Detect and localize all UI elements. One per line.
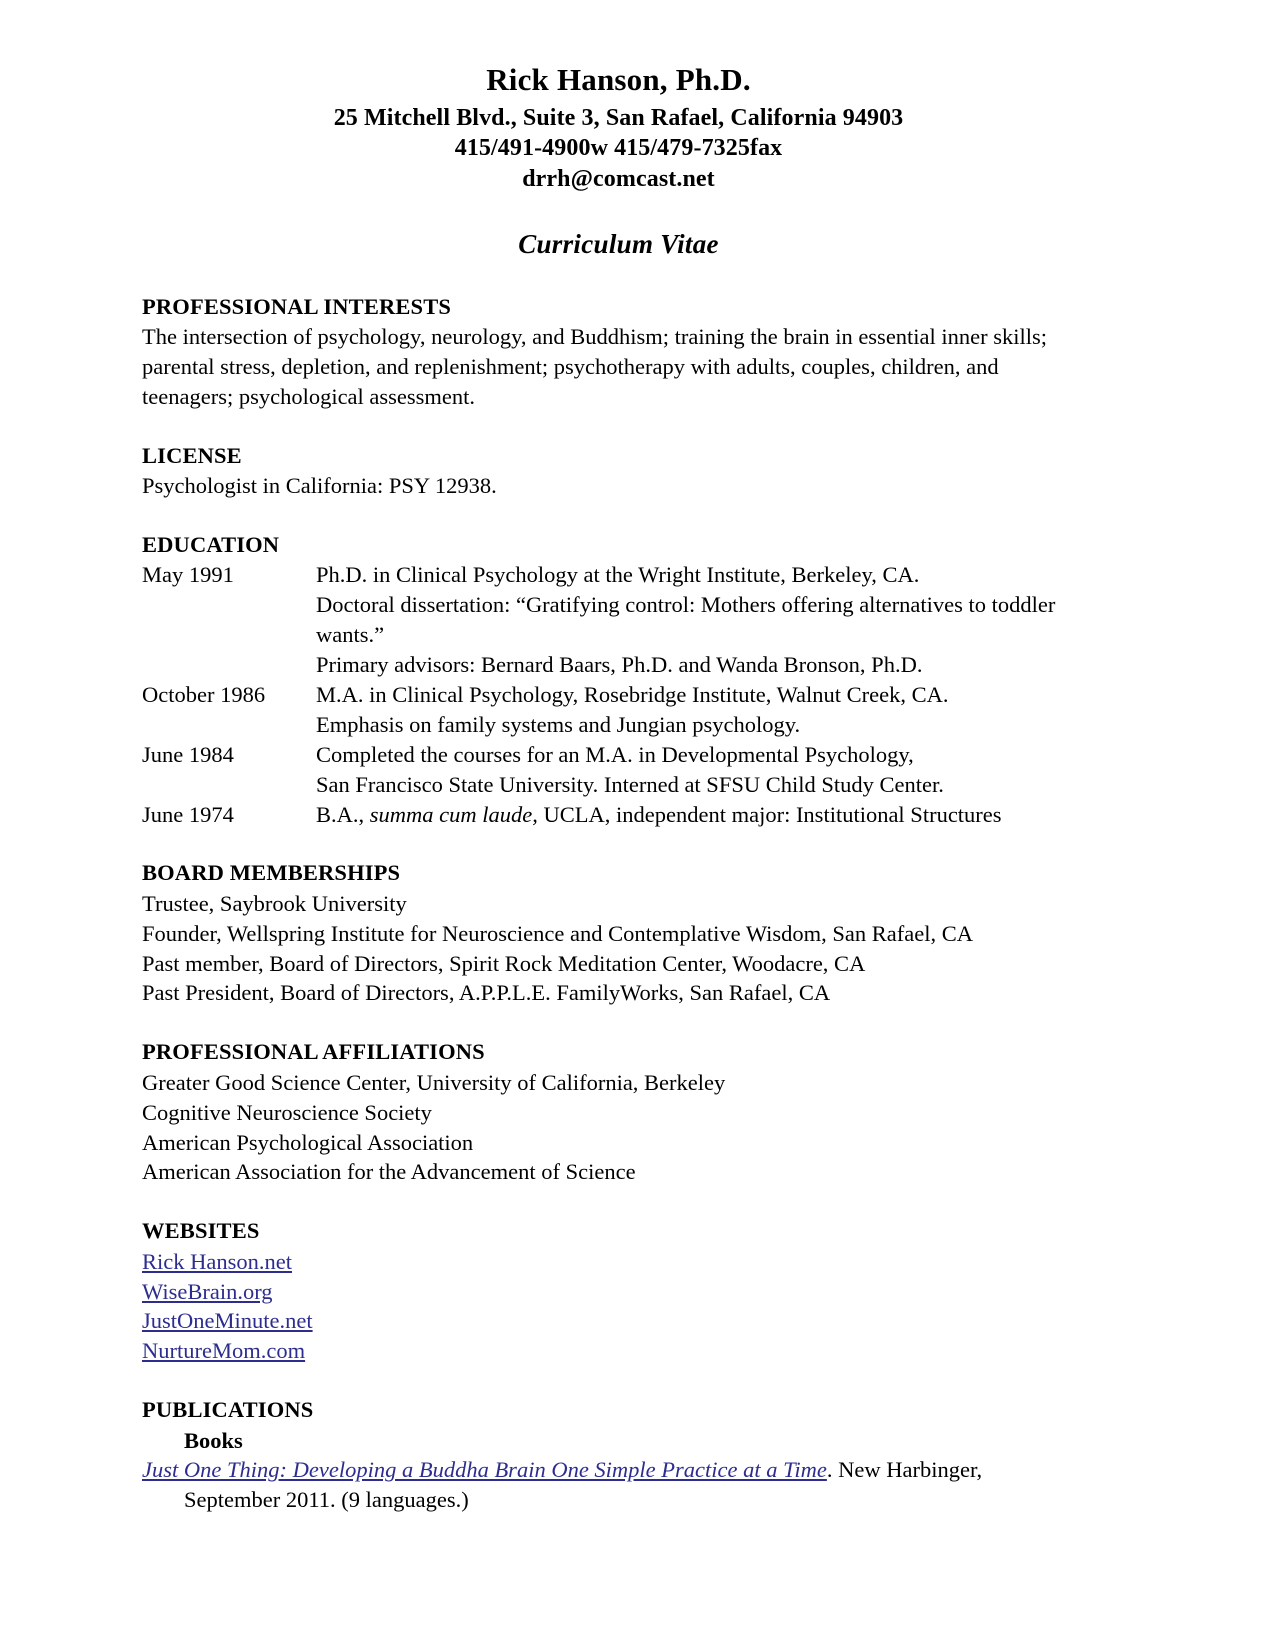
- website-row: [142, 1247, 1095, 1277]
- ba-honors: summa cum laude,: [369, 801, 538, 827]
- license-text: Psychologist in California: PSY 12938.: [142, 473, 497, 498]
- affiliation-item: Cognitive Neuroscience Society: [142, 1099, 432, 1125]
- publications-heading: PUBLICATIONS: [142, 1397, 314, 1423]
- education-line: San Francisco State University. Interned at SFSU Child Study Center.: [316, 771, 944, 797]
- website-row: [142, 1306, 1095, 1336]
- website-link-nurturemom[interactable]: NurtureMom.com: [142, 1338, 306, 1364]
- professional-affiliations-heading: PROFESSIONAL AFFILIATIONS: [142, 1039, 485, 1065]
- affiliation-item: American Association for the Advancement of Science: [142, 1159, 636, 1185]
- section-professional-interests: [142, 292, 1095, 412]
- education-description: [316, 800, 1095, 830]
- education-date: June 1974: [142, 801, 234, 827]
- education-line: Primary advisors: Bernard Baars, Ph.D. and Wanda Bronson, Ph.D.: [316, 651, 923, 677]
- education-row: [142, 800, 1095, 830]
- education-heading: EDUCATION: [142, 531, 280, 557]
- education-row: [142, 740, 1095, 800]
- board-membership-item: Past President, Board of Directors, A.P.P.L.E. FamilyWorks, San Rafael, CA: [142, 980, 831, 1006]
- publication-publisher: . New Harbinger,: [826, 1457, 983, 1483]
- website-row: [142, 1336, 1095, 1366]
- education-line-degree: [316, 800, 1095, 830]
- publication-title-link[interactable]: Just One Thing: Developing a Buddha Brain One Simple Practice at a Time: [142, 1457, 827, 1483]
- email-address: drrh@comcast.net: [522, 166, 715, 193]
- education-table: [142, 560, 1095, 829]
- education-row: [142, 560, 1095, 680]
- section-education: [142, 530, 1095, 830]
- education-line: Emphasis on family systems and Jungian psychology.: [316, 711, 801, 737]
- website-link-justoneminute[interactable]: JustOneMinute.net: [142, 1308, 313, 1334]
- section-professional-affiliations: [142, 1037, 1095, 1187]
- publication-date-languages: September 2011. (9 languages.): [184, 1487, 469, 1513]
- document-header: [142, 62, 1095, 195]
- board-memberships-heading: BOARD MEMBERSHIPS: [142, 860, 401, 886]
- license-heading: LICENSE: [142, 442, 242, 468]
- education-line: M.A. in Clinical Psychology, Rosebridge Institute, Walnut Creek, CA.: [316, 681, 949, 707]
- section-websites: [142, 1216, 1095, 1366]
- education-description: [316, 560, 1095, 680]
- person-name: Rick Hanson, Ph.D.: [486, 62, 751, 97]
- website-link-wisebrain[interactable]: WiseBrain.org: [142, 1278, 273, 1304]
- document-title: Curriculum Vitae: [518, 228, 719, 259]
- section-publications: [142, 1395, 1095, 1515]
- board-membership-item: Past member, Board of Directors, Spirit Rock Meditation Center, Woodacre, CA: [142, 950, 866, 976]
- ba-suffix: UCLA, independent major: Institutional Structures: [537, 801, 1002, 827]
- affiliation-item: Greater Good Science Center, University of California, Berkeley: [142, 1069, 726, 1095]
- section-board-memberships: [142, 858, 1095, 1008]
- ba-prefix: B.A.,: [316, 801, 370, 827]
- education-description: [316, 680, 1095, 740]
- education-line: Completed the courses for an M.A. in Developmental Psychology,: [316, 741, 914, 767]
- section-license: [142, 441, 1095, 501]
- publication-entry: [142, 1455, 1095, 1515]
- education-date: October 1986: [142, 681, 266, 707]
- phone-fax: 415/491-4900w 415/479-7325fax: [454, 135, 783, 162]
- education-date: May 1991: [142, 562, 234, 588]
- professional-interests-heading: PROFESSIONAL INTERESTS: [142, 293, 452, 319]
- education-row: [142, 680, 1095, 740]
- publications-books-subheading: Books: [184, 1427, 243, 1453]
- professional-interests-text: The intersection of psychology, neurology, and Buddhism; training the brain in essential inner skills; parental stress, depletion, and replenishment; psychotherapy with adults, couples, children, and teenagers; psychological assessment.: [142, 323, 1048, 409]
- education-description: [316, 740, 1095, 800]
- education-date: June 1984: [142, 741, 234, 767]
- website-row: [142, 1277, 1095, 1307]
- board-membership-item: Founder, Wellspring Institute for Neuroscience and Contemplative Wisdom, San Rafael, CA: [142, 920, 974, 946]
- mailing-address: 25 Mitchell Blvd., Suite 3, San Rafael, California 94903: [333, 104, 904, 131]
- board-membership-item: Trustee, Saybrook University: [142, 890, 407, 916]
- affiliation-item: American Psychological Association: [142, 1129, 474, 1155]
- website-link-rickhanson[interactable]: Rick Hanson.net: [142, 1248, 292, 1274]
- websites-heading: WEBSITES: [142, 1218, 260, 1244]
- education-line: Doctoral dissertation: “Gratifying control: Mothers offering alternatives to toddler wants.”: [316, 592, 1056, 648]
- education-line: Ph.D. in Clinical Psychology at the Wright Institute, Berkeley, CA.: [316, 562, 920, 588]
